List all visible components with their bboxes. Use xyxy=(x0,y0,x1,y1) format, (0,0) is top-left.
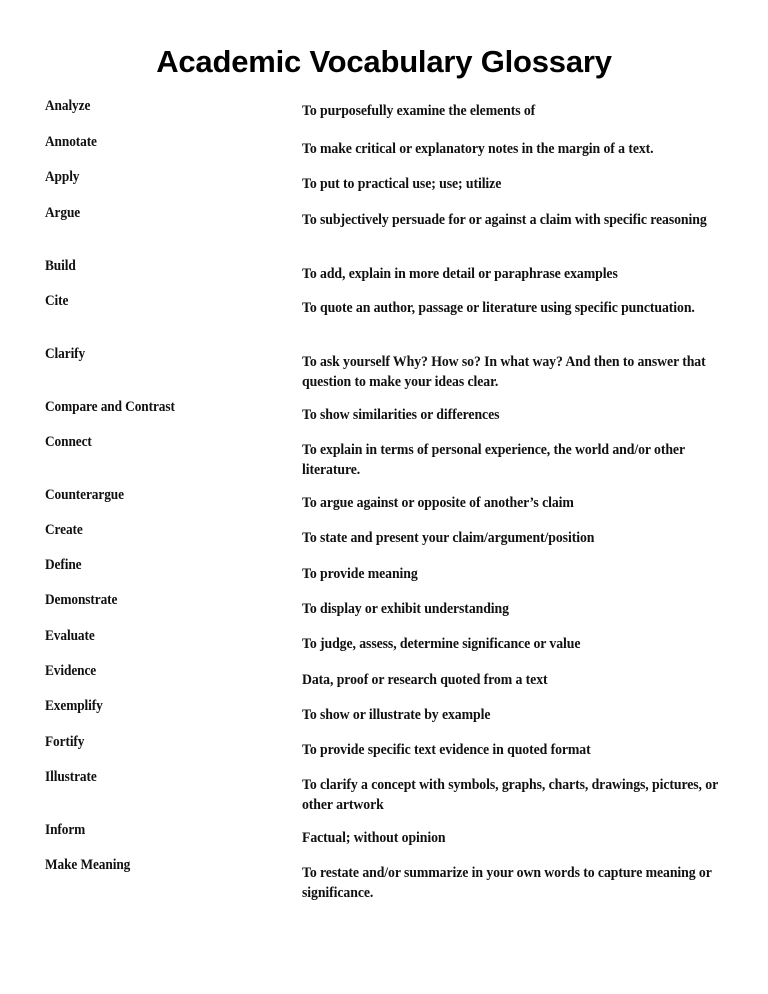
glossary-term: Cite xyxy=(45,293,69,309)
glossary-definition: To state and present your claim/argument/position xyxy=(302,530,595,546)
glossary-definition: To provide specific text evidence in quoted format xyxy=(302,742,591,758)
glossary-definition: To show or illustrate by example xyxy=(302,707,491,723)
glossary-definition: To subjectively persuade for or against a claim with specific reasoning xyxy=(302,212,707,228)
glossary-definition: To put to practical use; use; utilize xyxy=(302,176,502,192)
glossary-term: Clarify xyxy=(45,346,86,362)
glossary-term: Create xyxy=(45,522,83,538)
glossary-term: Define xyxy=(45,557,82,573)
glossary-term: Inform xyxy=(45,822,86,838)
glossary-term: Exemplify xyxy=(45,698,103,714)
glossary-definition: To argue against or opposite of another’s claim xyxy=(302,495,574,511)
glossary-term: Evaluate xyxy=(45,628,95,644)
page-title: Academic Vocabulary Glossary xyxy=(156,44,612,79)
glossary-term: Apply xyxy=(45,169,80,185)
glossary-definition: Factual; without opinion xyxy=(302,830,446,846)
glossary-term: Analyze xyxy=(45,98,91,114)
glossary-term: Illustrate xyxy=(45,769,97,785)
glossary-term: Argue xyxy=(45,205,81,221)
glossary-definition: To clarify a concept with symbols, graphs, charts, drawings, pictures, or other artwork xyxy=(302,777,718,813)
glossary-term: Compare and Contrast xyxy=(45,399,175,415)
glossary-definition: To explain in terms of personal experience, the world and/or other literature. xyxy=(302,442,685,478)
glossary-definition: To make critical or explanatory notes in the margin of a text. xyxy=(302,141,654,157)
glossary-term: Demonstrate xyxy=(45,592,118,608)
glossary-definition: To ask yourself Why? How so? In what way? And then to answer that question to make your ideas clear. xyxy=(302,354,706,390)
glossary-definition: To provide meaning xyxy=(302,566,418,582)
glossary-term: Evidence xyxy=(45,663,97,679)
glossary-definition: To display or exhibit understanding xyxy=(302,601,509,617)
glossary-definition: To purposefully examine the elements of xyxy=(302,103,536,119)
glossary-term: Build xyxy=(45,258,76,274)
glossary-term: Fortify xyxy=(45,734,85,750)
glossary-term: Make Meaning xyxy=(45,857,131,873)
glossary-definition: Data, proof or research quoted from a text xyxy=(302,672,548,688)
glossary-definition: To restate and/or summarize in your own words to capture meaning or significance. xyxy=(302,865,712,901)
glossary-term: Counterargue xyxy=(45,487,124,503)
glossary-definition: To judge, assess, determine significance or value xyxy=(302,636,581,652)
glossary-term: Annotate xyxy=(45,134,97,150)
glossary-definition: To add, explain in more detail or paraphrase examples xyxy=(302,266,618,282)
glossary-definition: To quote an author, passage or literature using specific punctuation. xyxy=(302,300,695,316)
glossary-definition: To show similarities or differences xyxy=(302,407,500,423)
glossary-term: Connect xyxy=(45,434,92,450)
